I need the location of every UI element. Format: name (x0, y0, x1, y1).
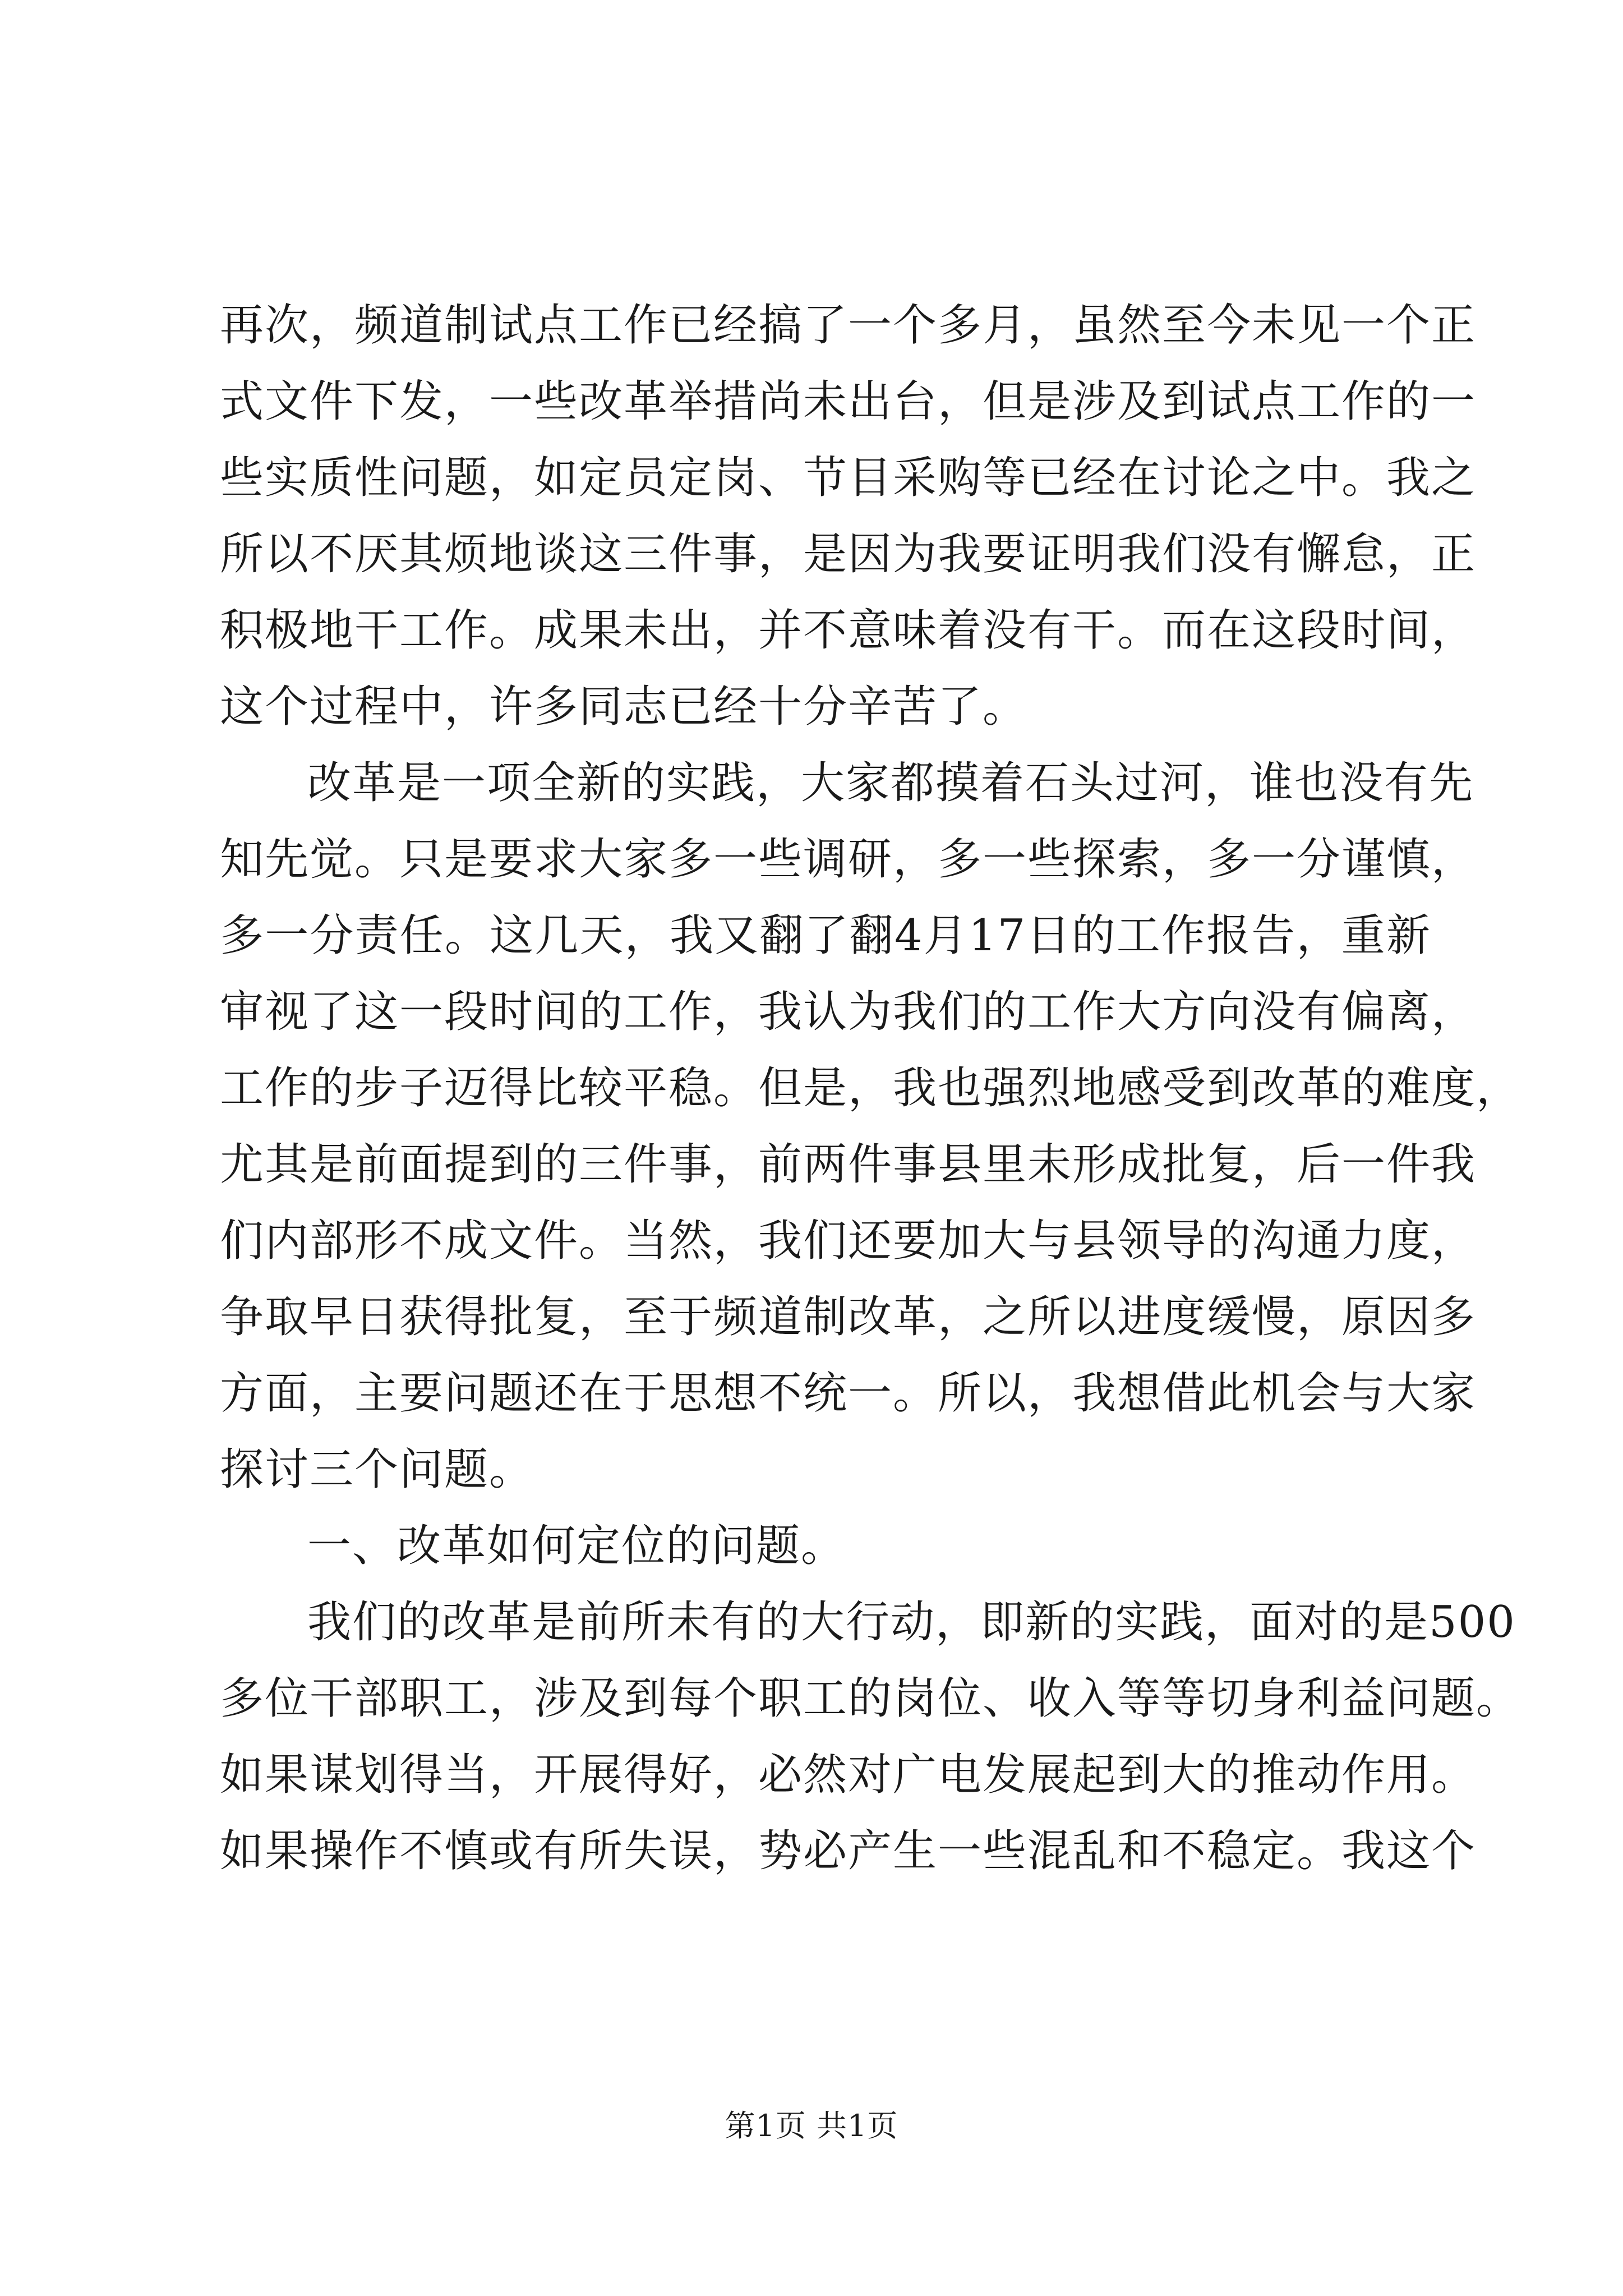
text-line-7: 改革是一项全新的实践，大家都摸着石头过河，谁也没有先 (307, 758, 1474, 808)
text-line-16: 探讨三个问题。 (220, 1444, 534, 1495)
text-line-3: 些实质性问题，如定员定岗、节目采购等已经在讨论之中。我之 (220, 453, 1477, 503)
text-line-13: 们内部形不成文件。当然，我们还要加大与县领导的沟通力度， (220, 1216, 1477, 1266)
text-line-19: 多位干部职工，涉及到每个职工的岗位、收入等等切身利益问题。 (220, 1673, 1521, 1724)
text-line-1: 再次，频道制试点工作已经搞了一个多月，虽然至今未见一个正 (220, 300, 1477, 351)
text-line-10: 审视了这一段时间的工作，我认为我们的工作大方向没有偏离， (220, 987, 1477, 1037)
text-line-14: 争取早日获得批复，至于频道制改革，之所以进度缓慢，原因多 (220, 1292, 1477, 1342)
text-line-4: 所以不厌其烦地谈这三件事，是因为我要证明我们没有懈怠，正 (220, 529, 1477, 579)
text-line-11: 工作的步子迈得比较平稳。但是，我也强烈地感受到改革的难度， (220, 1063, 1521, 1114)
section-heading: 一、改革如何定位的问题。 (307, 1521, 846, 1571)
text-line-9: 多一分责任。这几天，我又翻了翻4月17日的工作报告，重新 (220, 910, 1431, 961)
text-line-12: 尤其是前面提到的三件事，前两件事县里未形成批复，后一件我 (220, 1139, 1477, 1190)
page-footer: 第1页 共1页 (725, 2108, 898, 2143)
text-line-15: 方面，主要问题还在于思想不统一。所以，我想借此机会与大家 (220, 1368, 1477, 1419)
text-line-20: 如果谋划得当，开展得好，必然对广电发展起到大的推动作用。 (220, 1750, 1477, 1800)
text-line-21: 如果操作不慎或有所失误，势必产生一些混乱和不稳定。我这个 (220, 1826, 1477, 1876)
text-line-5: 积极地干工作。成果未出，并不意味着没有干。而在这段时间， (220, 605, 1477, 656)
text-line-18: 我们的改革是前所未有的大行动，即新的实践，面对的是500 (307, 1597, 1516, 1648)
text-line-6: 这个过程中，许多同志已经十分辛苦了。 (220, 682, 1028, 732)
text-line-2: 式文件下发，一些改革举措尚未出台，但是涉及到试点工作的一 (220, 376, 1477, 427)
text-line-8: 知先觉。只是要求大家多一些调研，多一些探索，多一分谨慎， (220, 834, 1477, 885)
body-text (220, 287, 1521, 1889)
